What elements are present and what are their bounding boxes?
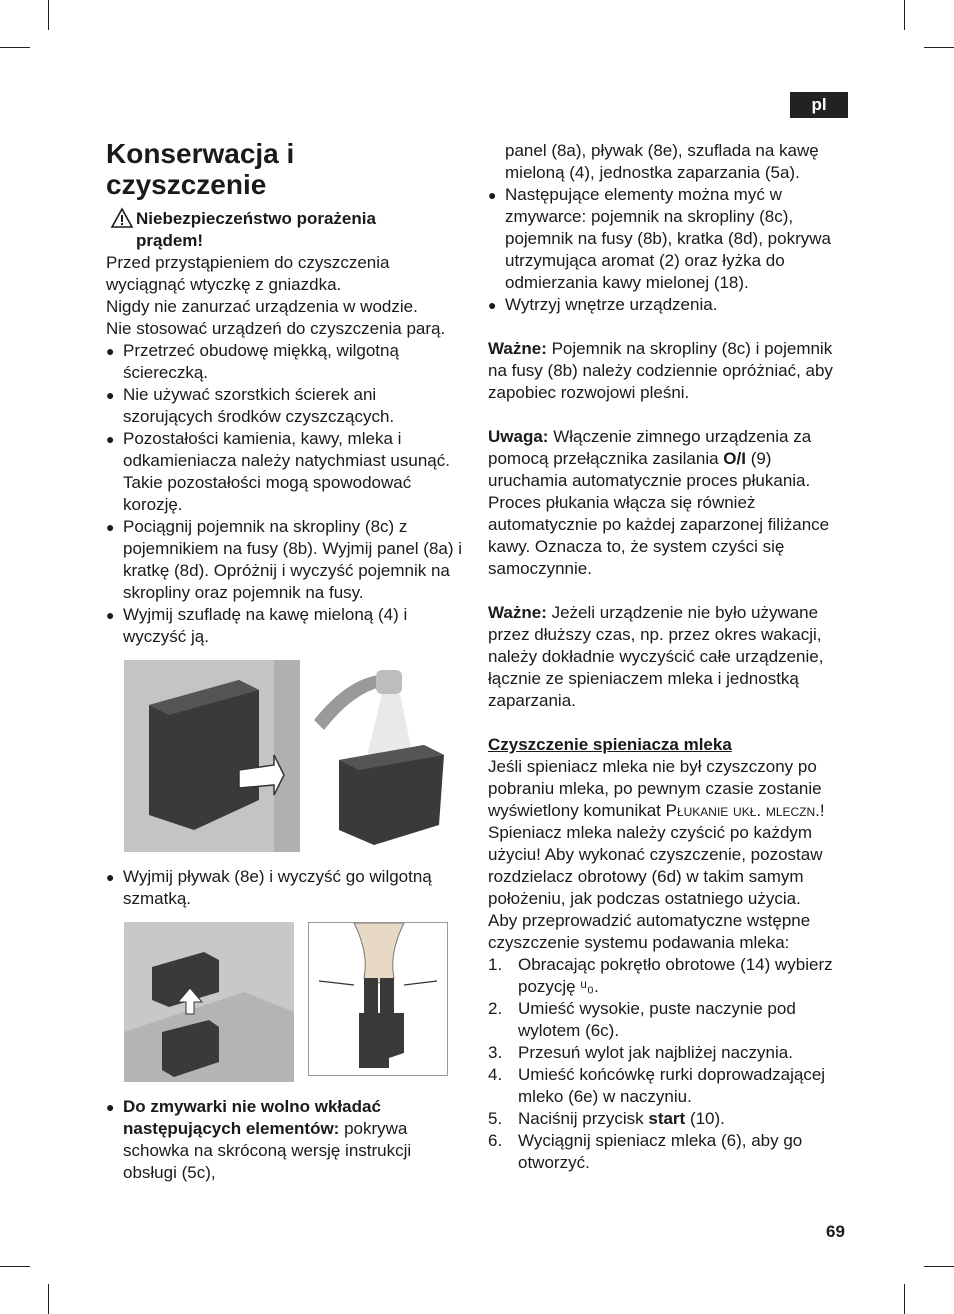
bullet-item: ● Wyjmij pływak (8e) i wyczyść go wilgotną szmatką. <box>106 866 468 910</box>
language-tab: pl <box>790 92 848 118</box>
list-item: 3. Przesuń wylot jak najbliżej naczynia. <box>488 1043 793 1062</box>
left-column <box>106 138 468 1184</box>
section-heading: Czyszczenie spieniacza mleka <box>488 735 732 754</box>
crop-mark <box>904 0 905 30</box>
bullet-item: ● Do zmywarki nie wolno wkładać następujących elementów: pokrywa schowka na skróconą wersję instrukcji obsługi (5c), <box>106 1096 468 1184</box>
bullet-item: ● Następujące elementy można myć w zmywarce: pojemnik na skropliny (8c), pojemnik na fusy (8b), kratka (8d), pokrywa utrzymująca aromat (2) oraz łyżka do odmierzania kawy mielonej (18). <box>488 184 848 294</box>
warning-heading: Niebezpieczeństwo porażenia prądem! <box>106 208 468 252</box>
bullet-item: ● Nie używać szorstkich ścierek ani szorujących środków czyszczących. <box>106 384 468 428</box>
note-attention: Uwaga: Włączenie zimnego urządzenia za pomocą przełącznika zasilania O/I (9) uruchamia automatycznie proces płukania. Proces płukania włącza się również automatycznie po każdej zaparzonej filiżance kawy. Oznacza to, że system czyści się samoczynnie. <box>488 427 830 578</box>
paragraph: Przed przystąpieniem do czyszczenia wyciągnąć wtyczkę z gniazdka. <box>106 253 390 294</box>
paragraph: Nigdy nie zanurzać urządzenia w wodzie. <box>106 297 418 316</box>
crop-mark <box>924 1266 954 1267</box>
page-title: Konserwacja i czyszczenie <box>106 138 295 200</box>
power-switch-label: O/I <box>723 449 746 468</box>
list-item: 6. Wyciągnij spieniacz mleka (6), aby go otworzyć. <box>488 1131 803 1172</box>
milk-symbol-icon: ᵘ₀ <box>580 977 594 996</box>
note-important: Ważne: Pojemnik na skropliny (8c) i pojemnik na fusy (8b) należy codziennie opróżniać, aby zapobiec rozwojowi pleśni. <box>488 339 833 402</box>
illustration-drawer-removal <box>124 660 300 852</box>
figure-row-1 <box>124 660 468 852</box>
paragraph: panel (8a), pływak (8e), szuflada na kawę mieloną (4), jednostka zaparzania (5a). <box>505 141 819 182</box>
list-item: 4. Umieść końcówkę rurki doprowadzającej mleko (6e) w naczyniu. <box>488 1065 826 1106</box>
page-number: 69 <box>826 1222 845 1241</box>
paragraph: Jeśli spieniacz mleka nie był czyszczony po pobraniu mleka, po pewnym czasie zostanie wyświetlony komunikat Płukanie ukł. mleczn.! Spieniacz mleka należy czyścić po każdym użyciu! Aby wykonać czyszczenie, pozostaw rozdzielacz obrotowy (6d) w takim samym położeniu, jak podczas ostatniego użycia. <box>488 757 825 908</box>
right-column <box>488 140 848 1174</box>
paragraph: Nie stosować urządzeń do czyszczenia parą. <box>106 319 446 338</box>
crop-mark <box>0 47 30 48</box>
display-message: Płukanie ukł. mleczn.! <box>665 801 825 820</box>
list-item: 5. Naciśnij przycisk start (10). <box>488 1109 725 1128</box>
bullet-item: ● Pociągnij pojemnik na skropliny (8c) z pojemnikiem na fusy (8b). Wyjmij panel (8a) i kratkę (8d). Opróżnij i wyczyść pojemnik na skropliny oraz pojemnik na fusy. <box>106 516 468 604</box>
figure-row-2 <box>124 922 468 1082</box>
crop-mark <box>48 1284 49 1314</box>
crop-mark <box>904 1284 905 1314</box>
note-important: Ważne: Jeżeli urządzenie nie było używane przez dłuższy czas, np. przez okres wakacji, należy dokładnie wyczyścić całe urządzenie, łącznie ze spieniaczem mleka i jednostką zaparzania. <box>488 603 824 710</box>
paragraph: Aby przeprowadzić automatyczne wstępne czyszczenie systemu podawania mleka: <box>488 911 811 952</box>
bullet-item: ● Przetrzeć obudowę miękką, wilgotną ściereczką. <box>106 340 468 384</box>
bullet-item: ● Wyjmij szufladę na kawę mieloną (4) i wyczyść ją. <box>106 604 468 648</box>
crop-mark <box>0 1266 30 1267</box>
crop-mark <box>924 47 954 48</box>
bullet-item: ● Wytrzyj wnętrze urządzenia. <box>488 294 848 316</box>
warning-triangle-icon <box>110 207 134 229</box>
illustration-float-removal <box>124 922 294 1082</box>
illustration-float-squeeze <box>308 922 448 1076</box>
crop-mark <box>48 0 49 30</box>
illustration-drawer-rinsing <box>314 660 464 852</box>
list-item: 2. Umieść wysokie, puste naczynie pod wylotem (6c). <box>488 999 796 1040</box>
list-item: 1. Obracając pokrętło obrotowe (14) wybierz pozycję ᵘ₀. <box>488 955 833 996</box>
bullet-item: ● Pozostałości kamienia, kawy, mleka i odkamieniacza należy natychmiast usunąć. Takie pozostałości mogą spowodować korozję. <box>106 428 468 516</box>
